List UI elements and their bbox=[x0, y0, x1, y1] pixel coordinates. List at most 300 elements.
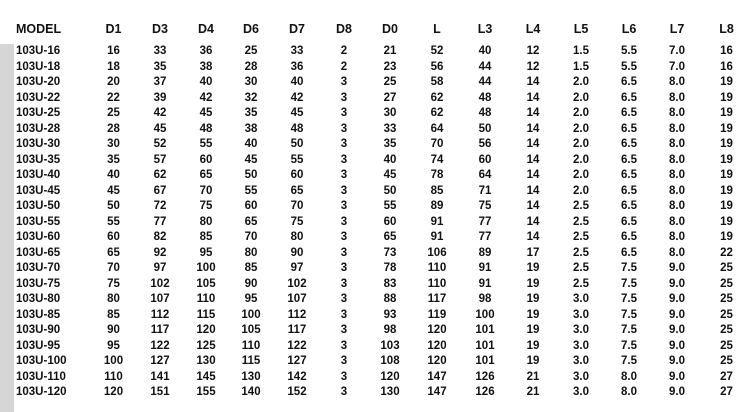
table-cell-l6: 7.5 bbox=[605, 277, 653, 293]
table-cell-l5: 2.0 bbox=[557, 153, 605, 169]
table-row bbox=[14, 246, 750, 262]
table-cell-l5: 2.5 bbox=[557, 199, 605, 215]
table-cell-d4: 55 bbox=[183, 137, 229, 153]
table-row bbox=[14, 323, 750, 339]
table-cell-l5: 2.0 bbox=[557, 106, 605, 122]
table-cell-d6: 95 bbox=[229, 292, 273, 308]
table-cell-l6: 6.5 bbox=[605, 122, 653, 138]
table-cell-l: 117 bbox=[413, 292, 461, 308]
table-cell-d8: 2 bbox=[321, 60, 367, 76]
table-cell-d0: 78 bbox=[367, 261, 413, 277]
table-cell-d4: 40 bbox=[183, 75, 229, 91]
table-cell-model: 103U-120 bbox=[14, 385, 90, 401]
table-cell-d3: 42 bbox=[137, 106, 183, 122]
table-cell-d3: 45 bbox=[137, 122, 183, 138]
table-cell-model: 103U-110 bbox=[14, 370, 90, 386]
table-cell-l7: 8.0 bbox=[653, 106, 701, 122]
table-cell-model: 103U-40 bbox=[14, 168, 90, 184]
table-cell-l8: 16 bbox=[701, 60, 750, 76]
table-cell-d0: 108 bbox=[367, 354, 413, 370]
table-cell-d1: 55 bbox=[90, 215, 137, 231]
table-cell-l4: 19 bbox=[509, 277, 557, 293]
table-row bbox=[14, 44, 750, 60]
table-cell-l4: 14 bbox=[509, 106, 557, 122]
table-cell-l7: 9.0 bbox=[653, 308, 701, 324]
table-cell-model: 103U-95 bbox=[14, 339, 90, 355]
table-cell-model: 103U-18 bbox=[14, 60, 90, 76]
table-cell-model: 103U-75 bbox=[14, 277, 90, 293]
table-cell-d8: 3 bbox=[321, 122, 367, 138]
table-cell-l6: 7.5 bbox=[605, 292, 653, 308]
table-cell-l8: 19 bbox=[701, 215, 750, 231]
table-cell-d8: 3 bbox=[321, 354, 367, 370]
table-cell-model: 103U-16 bbox=[14, 44, 90, 60]
table-cell-d8: 3 bbox=[321, 106, 367, 122]
table-cell-l: 119 bbox=[413, 308, 461, 324]
table-cell-l4: 12 bbox=[509, 60, 557, 76]
table-cell-l4: 17 bbox=[509, 246, 557, 262]
table-cell-model: 103U-60 bbox=[14, 230, 90, 246]
table-cell-d4: 85 bbox=[183, 230, 229, 246]
table-cell-model: 103U-90 bbox=[14, 323, 90, 339]
table-row bbox=[14, 91, 750, 107]
table-cell-l6: 6.5 bbox=[605, 199, 653, 215]
table-cell-l6: 7.5 bbox=[605, 308, 653, 324]
table-cell-l: 110 bbox=[413, 261, 461, 277]
table-cell-d6: 70 bbox=[229, 230, 273, 246]
table-row bbox=[14, 122, 750, 138]
table-cell-l8: 19 bbox=[701, 199, 750, 215]
table-row bbox=[14, 184, 750, 200]
table-cell-d3: 62 bbox=[137, 168, 183, 184]
table-cell-l4: 14 bbox=[509, 91, 557, 107]
table-cell-d6: 130 bbox=[229, 370, 273, 386]
table-cell-l: 91 bbox=[413, 215, 461, 231]
table-cell-d8: 3 bbox=[321, 308, 367, 324]
table-cell-d1: 85 bbox=[90, 308, 137, 324]
table-cell-d6: 105 bbox=[229, 323, 273, 339]
table-cell-d3: 141 bbox=[137, 370, 183, 386]
table-cell-l8: 22 bbox=[701, 246, 750, 262]
table-cell-d1: 95 bbox=[90, 339, 137, 355]
table-cell-l: 91 bbox=[413, 230, 461, 246]
table-cell-d7: 142 bbox=[273, 370, 321, 386]
table-cell-d1: 16 bbox=[90, 44, 137, 60]
table-cell-l6: 7.5 bbox=[605, 339, 653, 355]
table-cell-d4: 130 bbox=[183, 354, 229, 370]
table-cell-l3: 44 bbox=[461, 60, 509, 76]
table-cell-l: 106 bbox=[413, 246, 461, 262]
table-row bbox=[14, 215, 750, 231]
table-cell-d7: 117 bbox=[273, 323, 321, 339]
table-cell-l3: 101 bbox=[461, 354, 509, 370]
column-header-l: L bbox=[433, 22, 441, 36]
table-cell-l5: 2.0 bbox=[557, 137, 605, 153]
table-cell-model: 103U-100 bbox=[14, 354, 90, 370]
table-cell-d0: 21 bbox=[367, 44, 413, 60]
column-header-l3: L3 bbox=[477, 22, 493, 36]
table-cell-d3: 35 bbox=[137, 60, 183, 76]
table-cell-d1: 110 bbox=[90, 370, 137, 386]
table-cell-l: 120 bbox=[413, 323, 461, 339]
table-cell-d1: 100 bbox=[90, 354, 137, 370]
table-cell-d7: 36 bbox=[273, 60, 321, 76]
table-cell-l5: 3.0 bbox=[557, 323, 605, 339]
table-cell-l6: 6.5 bbox=[605, 75, 653, 91]
table-cell-l4: 14 bbox=[509, 230, 557, 246]
table-cell-d7: 90 bbox=[273, 246, 321, 262]
table-cell-l8: 19 bbox=[701, 168, 750, 184]
table-cell-d1: 30 bbox=[90, 137, 137, 153]
table-cell-l: 74 bbox=[413, 153, 461, 169]
table-cell-d4: 36 bbox=[183, 44, 229, 60]
table-cell-l: 52 bbox=[413, 44, 461, 60]
table-cell-l4: 14 bbox=[509, 215, 557, 231]
table-cell-l3: 91 bbox=[461, 277, 509, 293]
table-cell-l4: 19 bbox=[509, 308, 557, 324]
table-cell-l3: 48 bbox=[461, 91, 509, 107]
table-cell-d8: 3 bbox=[321, 385, 367, 401]
table-cell-d3: 67 bbox=[137, 184, 183, 200]
table-cell-d7: 55 bbox=[273, 153, 321, 169]
table-row bbox=[14, 354, 750, 370]
table-cell-l: 120 bbox=[413, 339, 461, 355]
table-cell-l: 62 bbox=[413, 106, 461, 122]
table-cell-d3: 107 bbox=[137, 292, 183, 308]
table-cell-l8: 19 bbox=[701, 184, 750, 200]
table-cell-d0: 33 bbox=[367, 122, 413, 138]
table-cell-l7: 8.0 bbox=[653, 184, 701, 200]
table-cell-d0: 93 bbox=[367, 308, 413, 324]
table-cell-l5: 2.5 bbox=[557, 277, 605, 293]
table-cell-d0: 60 bbox=[367, 215, 413, 231]
table-row bbox=[14, 308, 750, 324]
table-cell-d7: 45 bbox=[273, 106, 321, 122]
table-cell-d6: 90 bbox=[229, 277, 273, 293]
table-cell-l6: 6.5 bbox=[605, 91, 653, 107]
table-cell-l3: 44 bbox=[461, 75, 509, 91]
table-row bbox=[14, 370, 750, 386]
table-row bbox=[14, 261, 750, 277]
table-cell-d0: 50 bbox=[367, 184, 413, 200]
table-cell-d1: 20 bbox=[90, 75, 137, 91]
table-cell-d7: 60 bbox=[273, 168, 321, 184]
table-cell-l7: 8.0 bbox=[653, 153, 701, 169]
table-cell-d0: 55 bbox=[367, 199, 413, 215]
table-cell-l8: 25 bbox=[701, 323, 750, 339]
table-cell-model: 103U-35 bbox=[14, 153, 90, 169]
table-cell-d1: 90 bbox=[90, 323, 137, 339]
table-cell-l3: 101 bbox=[461, 339, 509, 355]
table-cell-d7: 122 bbox=[273, 339, 321, 355]
table-cell-l5: 2.0 bbox=[557, 122, 605, 138]
table-cell-l6: 7.5 bbox=[605, 261, 653, 277]
table-cell-d7: 107 bbox=[273, 292, 321, 308]
table-cell-l7: 8.0 bbox=[653, 122, 701, 138]
table-cell-l6: 5.5 bbox=[605, 44, 653, 60]
table-cell-d1: 65 bbox=[90, 246, 137, 262]
table-row bbox=[14, 277, 750, 293]
table-cell-d3: 127 bbox=[137, 354, 183, 370]
table-cell-d4: 75 bbox=[183, 199, 229, 215]
table-cell-d1: 50 bbox=[90, 199, 137, 215]
table-cell-d0: 27 bbox=[367, 91, 413, 107]
table-cell-l5: 2.0 bbox=[557, 75, 605, 91]
table-cell-model: 103U-22 bbox=[14, 91, 90, 107]
table-cell-d0: 98 bbox=[367, 323, 413, 339]
table-cell-l7: 8.0 bbox=[653, 168, 701, 184]
table-cell-d1: 35 bbox=[90, 153, 137, 169]
table-cell-l4: 19 bbox=[509, 323, 557, 339]
table-cell-l7: 8.0 bbox=[653, 91, 701, 107]
table-cell-d8: 3 bbox=[321, 184, 367, 200]
table-cell-l7: 8.0 bbox=[653, 215, 701, 231]
table-cell-l6: 6.5 bbox=[605, 230, 653, 246]
table-cell-l: 78 bbox=[413, 168, 461, 184]
table-cell-l8: 19 bbox=[701, 91, 750, 107]
table-cell-l6: 6.5 bbox=[605, 153, 653, 169]
table-cell-l3: 77 bbox=[461, 215, 509, 231]
table-cell-d1: 70 bbox=[90, 261, 137, 277]
table-cell-d0: 130 bbox=[367, 385, 413, 401]
table-cell-l4: 14 bbox=[509, 184, 557, 200]
table-cell-d7: 80 bbox=[273, 230, 321, 246]
table-cell-model: 103U-45 bbox=[14, 184, 90, 200]
table-cell-l7: 8.0 bbox=[653, 199, 701, 215]
table-cell-d8: 2 bbox=[321, 44, 367, 60]
column-header-l6: L6 bbox=[621, 22, 637, 36]
table-cell-l8: 19 bbox=[701, 106, 750, 122]
table-cell-d3: 77 bbox=[137, 215, 183, 231]
table-cell-l: 85 bbox=[413, 184, 461, 200]
table-cell-l3: 50 bbox=[461, 122, 509, 138]
table-cell-d3: 112 bbox=[137, 308, 183, 324]
table-cell-d8: 3 bbox=[321, 199, 367, 215]
table-cell-d3: 102 bbox=[137, 277, 183, 293]
table-cell-d8: 3 bbox=[321, 215, 367, 231]
table-cell-l4: 19 bbox=[509, 339, 557, 355]
table-cell-l4: 19 bbox=[509, 354, 557, 370]
table-cell-d0: 88 bbox=[367, 292, 413, 308]
table-row bbox=[14, 199, 750, 215]
table-cell-l3: 126 bbox=[461, 370, 509, 386]
table-cell-d3: 39 bbox=[137, 91, 183, 107]
table-cell-d8: 3 bbox=[321, 91, 367, 107]
table-cell-l5: 2.5 bbox=[557, 230, 605, 246]
table-cell-model: 103U-80 bbox=[14, 292, 90, 308]
table-cell-l4: 12 bbox=[509, 44, 557, 60]
table-cell-model: 103U-85 bbox=[14, 308, 90, 324]
table-cell-model: 103U-50 bbox=[14, 199, 90, 215]
table-cell-d0: 120 bbox=[367, 370, 413, 386]
table-cell-d6: 110 bbox=[229, 339, 273, 355]
table-cell-l5: 2.0 bbox=[557, 184, 605, 200]
table-cell-l7: 9.0 bbox=[653, 339, 701, 355]
table-cell-d6: 80 bbox=[229, 246, 273, 262]
table-cell-l3: 75 bbox=[461, 199, 509, 215]
table-cell-l4: 19 bbox=[509, 261, 557, 277]
table-cell-d3: 57 bbox=[137, 153, 183, 169]
table-cell-l3: 60 bbox=[461, 153, 509, 169]
table-cell-d6: 85 bbox=[229, 261, 273, 277]
table-cell-model: 103U-28 bbox=[14, 122, 90, 138]
table-cell-d1: 45 bbox=[90, 184, 137, 200]
table-cell-l3: 91 bbox=[461, 261, 509, 277]
table-cell-l3: 56 bbox=[461, 137, 509, 153]
table-cell-d6: 32 bbox=[229, 91, 273, 107]
table-cell-l3: 40 bbox=[461, 44, 509, 60]
table-cell-d1: 22 bbox=[90, 91, 137, 107]
table-cell-d0: 23 bbox=[367, 60, 413, 76]
table-cell-l4: 14 bbox=[509, 199, 557, 215]
table-cell-d8: 3 bbox=[321, 153, 367, 169]
table-cell-d8: 3 bbox=[321, 323, 367, 339]
left-shade-bar bbox=[0, 44, 14, 412]
table-cell-l7: 8.0 bbox=[653, 137, 701, 153]
table-cell-l5: 3.0 bbox=[557, 339, 605, 355]
table-cell-l8: 27 bbox=[701, 385, 750, 401]
table-cell-d1: 40 bbox=[90, 168, 137, 184]
table-cell-l4: 14 bbox=[509, 122, 557, 138]
table-cell-l7: 8.0 bbox=[653, 246, 701, 262]
table-cell-d4: 95 bbox=[183, 246, 229, 262]
table-cell-d3: 37 bbox=[137, 75, 183, 91]
column-header-d8: D8 bbox=[336, 22, 352, 36]
table-cell-l7: 9.0 bbox=[653, 292, 701, 308]
table-cell-l4: 21 bbox=[509, 385, 557, 401]
table-cell-l: 120 bbox=[413, 354, 461, 370]
table-body bbox=[14, 44, 750, 401]
table-cell-d6: 38 bbox=[229, 122, 273, 138]
column-header-d3: D3 bbox=[152, 22, 168, 36]
table-cell-d0: 40 bbox=[367, 153, 413, 169]
table-cell-model: 103U-20 bbox=[14, 75, 90, 91]
table-cell-d6: 55 bbox=[229, 184, 273, 200]
table-cell-model: 103U-65 bbox=[14, 246, 90, 262]
table-cell-d7: 127 bbox=[273, 354, 321, 370]
table-cell-l8: 25 bbox=[701, 354, 750, 370]
table-cell-l5: 2.5 bbox=[557, 246, 605, 262]
table-cell-l8: 19 bbox=[701, 230, 750, 246]
table-cell-d4: 80 bbox=[183, 215, 229, 231]
table-cell-model: 103U-55 bbox=[14, 215, 90, 231]
table-cell-d4: 155 bbox=[183, 385, 229, 401]
table-cell-d1: 18 bbox=[90, 60, 137, 76]
table-cell-l3: 71 bbox=[461, 184, 509, 200]
table-cell-d7: 152 bbox=[273, 385, 321, 401]
table-cell-d7: 65 bbox=[273, 184, 321, 200]
table-cell-l7: 9.0 bbox=[653, 277, 701, 293]
table-cell-l5: 1.5 bbox=[557, 60, 605, 76]
table-cell-d3: 82 bbox=[137, 230, 183, 246]
table-cell-d6: 60 bbox=[229, 199, 273, 215]
table-cell-l: 64 bbox=[413, 122, 461, 138]
table-cell-l4: 14 bbox=[509, 153, 557, 169]
table-cell-l5: 3.0 bbox=[557, 308, 605, 324]
table-row bbox=[14, 106, 750, 122]
table-row bbox=[14, 385, 750, 401]
table-cell-l3: 101 bbox=[461, 323, 509, 339]
table-cell-l8: 25 bbox=[701, 308, 750, 324]
table-cell-l8: 27 bbox=[701, 370, 750, 386]
table-cell-l6: 8.0 bbox=[605, 385, 653, 401]
table-cell-d0: 73 bbox=[367, 246, 413, 262]
table-cell-l8: 19 bbox=[701, 137, 750, 153]
table-cell-d6: 65 bbox=[229, 215, 273, 231]
table-row bbox=[14, 137, 750, 153]
table-cell-l: 110 bbox=[413, 277, 461, 293]
table-cell-d4: 42 bbox=[183, 91, 229, 107]
table-cell-l4: 14 bbox=[509, 137, 557, 153]
table-cell-d4: 100 bbox=[183, 261, 229, 277]
column-header-l8: L8 bbox=[719, 22, 734, 36]
table-row bbox=[14, 230, 750, 246]
table-cell-d7: 50 bbox=[273, 137, 321, 153]
table-cell-l6: 6.5 bbox=[605, 168, 653, 184]
table-cell-l3: 89 bbox=[461, 246, 509, 262]
table-cell-d7: 42 bbox=[273, 91, 321, 107]
table-cell-l8: 25 bbox=[701, 339, 750, 355]
table-cell-l3: 48 bbox=[461, 106, 509, 122]
table-cell-l: 70 bbox=[413, 137, 461, 153]
table-cell-d4: 60 bbox=[183, 153, 229, 169]
table-cell-d8: 3 bbox=[321, 292, 367, 308]
table-cell-d1: 75 bbox=[90, 277, 137, 293]
table-cell-d3: 151 bbox=[137, 385, 183, 401]
table-cell-l5: 2.5 bbox=[557, 261, 605, 277]
table-cell-d4: 110 bbox=[183, 292, 229, 308]
table-cell-l4: 14 bbox=[509, 168, 557, 184]
column-header-d1: D1 bbox=[105, 22, 122, 36]
table-cell-d4: 105 bbox=[183, 277, 229, 293]
table-cell-l3: 126 bbox=[461, 385, 509, 401]
table-cell-model: 103U-25 bbox=[14, 106, 90, 122]
table-cell-d3: 122 bbox=[137, 339, 183, 355]
table-cell-l7: 8.0 bbox=[653, 230, 701, 246]
table-cell-l7: 9.0 bbox=[653, 354, 701, 370]
table-row bbox=[14, 75, 750, 91]
table-cell-l6: 6.5 bbox=[605, 184, 653, 200]
table-cell-d0: 30 bbox=[367, 106, 413, 122]
table-cell-l5: 2.0 bbox=[557, 168, 605, 184]
table-cell-d4: 145 bbox=[183, 370, 229, 386]
table-cell-l6: 7.5 bbox=[605, 354, 653, 370]
table-cell-l: 89 bbox=[413, 199, 461, 215]
column-header-d4: D4 bbox=[198, 22, 214, 36]
table-cell-d1: 80 bbox=[90, 292, 137, 308]
column-header-d6: D6 bbox=[243, 22, 259, 36]
table-cell-l5: 3.0 bbox=[557, 385, 605, 401]
column-header-l7: L7 bbox=[669, 22, 685, 36]
table-cell-d4: 38 bbox=[183, 60, 229, 76]
table-cell-d7: 40 bbox=[273, 75, 321, 91]
table-cell-d3: 52 bbox=[137, 137, 183, 153]
table-cell-d8: 3 bbox=[321, 277, 367, 293]
table-row bbox=[14, 292, 750, 308]
table-cell-l8: 25 bbox=[701, 292, 750, 308]
table-cell-l: 147 bbox=[413, 370, 461, 386]
table-cell-d1: 25 bbox=[90, 106, 137, 122]
table-cell-d3: 72 bbox=[137, 199, 183, 215]
table-cell-d8: 3 bbox=[321, 75, 367, 91]
table-cell-l8: 19 bbox=[701, 75, 750, 91]
table-cell-d8: 3 bbox=[321, 137, 367, 153]
column-header-d7: D7 bbox=[289, 22, 305, 36]
table-cell-d8: 3 bbox=[321, 261, 367, 277]
table-cell-d7: 102 bbox=[273, 277, 321, 293]
table-cell-model: 103U-30 bbox=[14, 137, 90, 153]
table-cell-d8: 3 bbox=[321, 168, 367, 184]
